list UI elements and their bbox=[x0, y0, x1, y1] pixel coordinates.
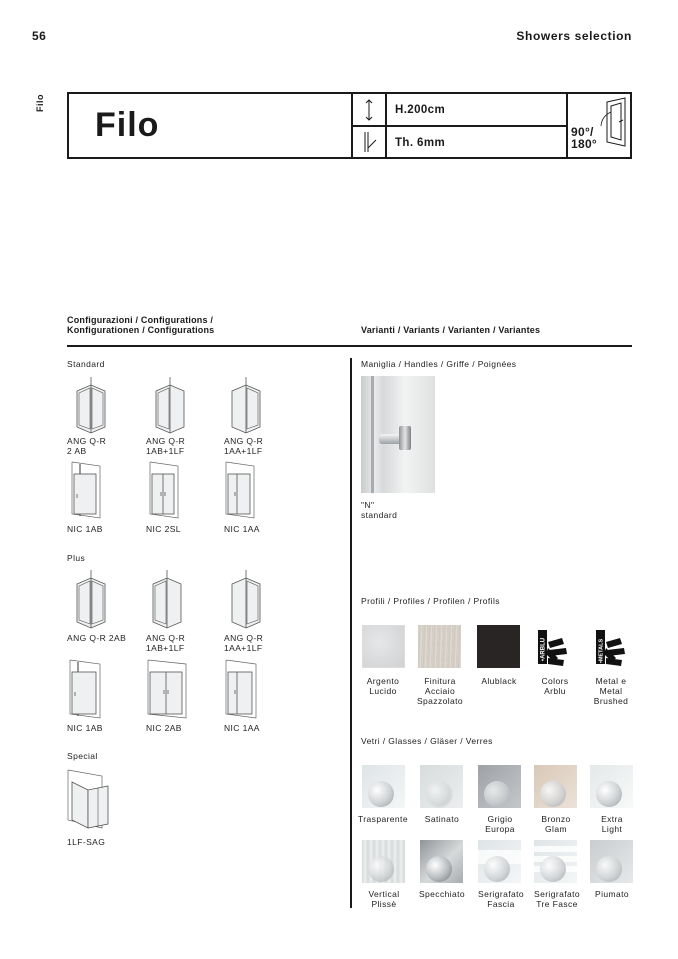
glass-label-line: Specchiato bbox=[418, 889, 466, 899]
config-label-line: 2 AB bbox=[67, 446, 87, 456]
config-label bbox=[224, 633, 263, 653]
glass-label-line: Serigrafato bbox=[534, 889, 580, 899]
opening-angle bbox=[571, 126, 597, 150]
config-corner-1aa1lf-diagram bbox=[229, 377, 265, 435]
glass-swatch-bronzo-glam bbox=[534, 765, 577, 808]
config-label: 1LF-SAG bbox=[67, 837, 106, 847]
glass-label bbox=[352, 814, 414, 824]
glass-label-line: Light bbox=[601, 824, 623, 834]
config-label bbox=[224, 436, 263, 456]
config-plus-corner-1ab1lf-diagram bbox=[150, 570, 186, 630]
profile-swatch-acciaio-spazzolato bbox=[418, 625, 461, 668]
config-label-line: ANG Q-R bbox=[224, 633, 264, 643]
divider bbox=[67, 345, 632, 347]
config-plus-corner-2ab-diagram bbox=[74, 570, 110, 630]
profile-label bbox=[356, 676, 410, 696]
config-niche-2sl-diagram bbox=[148, 460, 182, 520]
glass-label-line: Europa bbox=[485, 824, 515, 834]
config-label-line: 1AA+1LF bbox=[224, 643, 263, 653]
product-name: Filo bbox=[95, 106, 160, 144]
config-corner-2ab-diagram bbox=[74, 377, 110, 435]
variants-title: Varianti / Variants / Varianten / Variantes bbox=[361, 325, 541, 335]
config-label-line: 1AB+1LF bbox=[146, 446, 185, 456]
config-label-line: ANG Q-R bbox=[224, 436, 264, 446]
height-icon bbox=[361, 98, 377, 122]
glass-label bbox=[414, 814, 470, 824]
config-label bbox=[146, 633, 185, 653]
config-label: NIC 1AB bbox=[67, 524, 103, 534]
section-title: Showers selection bbox=[516, 29, 632, 43]
profile-label-line: Brushed bbox=[593, 696, 629, 706]
glass-label-line: Trasparente bbox=[358, 814, 408, 824]
glass-label-line: Bronzo bbox=[541, 814, 571, 824]
config-label: NIC 2AB bbox=[146, 723, 182, 733]
glass-label-line: Fascia bbox=[487, 899, 515, 909]
glass-swatch-extra-light bbox=[590, 765, 633, 808]
handle-photo bbox=[361, 376, 435, 493]
config-label: NIC 1AA bbox=[224, 723, 260, 733]
config-label: NIC 2SL bbox=[146, 524, 181, 534]
glass-label-line: Serigrafato bbox=[478, 889, 524, 899]
profile-label-line: Arblu bbox=[544, 686, 566, 696]
glass-label-line: Piumato bbox=[595, 889, 629, 899]
config-label bbox=[67, 436, 106, 456]
config-label-line: ANG Q-R bbox=[67, 436, 107, 446]
thickness-value: Th. 6mm bbox=[395, 137, 446, 149]
fan-metals-text: •METALS bbox=[598, 638, 605, 663]
config-label-line: 1AA+1LF bbox=[224, 446, 263, 456]
height-value: H.200cm bbox=[395, 104, 446, 116]
config-label bbox=[146, 436, 185, 456]
handle-label-line: standard bbox=[361, 510, 398, 520]
glass-label-line: Tre Fasce bbox=[536, 899, 578, 909]
handle-label-line: "N" bbox=[361, 500, 375, 510]
glass-label bbox=[472, 814, 528, 834]
glass-label-line: Satinato bbox=[424, 814, 460, 824]
glass-label bbox=[528, 814, 584, 834]
plus-label: Plus bbox=[67, 553, 86, 563]
glass-label-line: Extra bbox=[601, 814, 623, 824]
glass-swatch-serigrafato-fascia bbox=[478, 840, 521, 883]
profile-label-line: Metal e bbox=[595, 676, 627, 686]
opening-angle-1: 90°/ bbox=[571, 125, 594, 139]
config-label: NIC 1AA bbox=[224, 524, 260, 534]
glass-label-line: Vertical bbox=[368, 889, 400, 899]
profile-label-line: Alublack bbox=[481, 676, 517, 686]
glass-label bbox=[412, 889, 472, 899]
profile-label-line: Argento bbox=[366, 676, 400, 686]
glass-swatch-grigio-europa bbox=[478, 765, 521, 808]
glass-label bbox=[470, 889, 532, 909]
config-label bbox=[67, 633, 126, 643]
glasses-title: Vetri / Glasses / Gläser / Verres bbox=[361, 736, 493, 746]
thickness-icon bbox=[359, 130, 379, 154]
config-niche-1ab-diagram bbox=[70, 460, 104, 520]
configurations-title-2: Konfigurationen / Configurations bbox=[67, 325, 215, 335]
glass-swatch-satinato bbox=[420, 765, 463, 808]
profile-label-line: Lucido bbox=[369, 686, 397, 696]
side-label-wrapper bbox=[30, 82, 44, 112]
config-label-line: ANG Q-R 2AB bbox=[67, 633, 127, 643]
column-divider bbox=[350, 358, 352, 908]
config-plus-niche-1aa-diagram bbox=[224, 658, 260, 720]
profile-label bbox=[584, 676, 638, 706]
handle-label bbox=[361, 500, 397, 520]
glass-swatch-vertical-plisse bbox=[362, 840, 405, 883]
profile-swatch-alublack bbox=[477, 625, 520, 668]
glass-label bbox=[526, 889, 588, 909]
glass-label bbox=[354, 889, 414, 909]
config-label-line: ANG Q-R bbox=[146, 436, 186, 446]
profile-label bbox=[410, 676, 470, 706]
glass-label bbox=[584, 889, 640, 899]
config-label-line: 1AB+1LF bbox=[146, 643, 185, 653]
config-plus-corner-1aa1lf-diagram bbox=[229, 570, 265, 630]
profile-label-line: Acciaio bbox=[424, 686, 456, 696]
glass-swatch-serigrafato-tre-fasce bbox=[534, 840, 577, 883]
config-label: NIC 1AB bbox=[67, 723, 103, 733]
glass-label-line: Grigio bbox=[487, 814, 513, 824]
config-special-1lf-sag-diagram bbox=[66, 768, 112, 832]
profile-fan-metals-icon bbox=[592, 628, 636, 670]
profiles-title: Profili / Profiles / Profilen / Profils bbox=[361, 596, 500, 606]
fan-arblu-text: •ARBLU bbox=[540, 637, 547, 661]
standard-label: Standard bbox=[67, 359, 105, 369]
glass-swatch-specchiato bbox=[420, 840, 463, 883]
product-header bbox=[67, 92, 632, 159]
glass-label-line: Glam bbox=[545, 824, 567, 834]
config-plus-niche-1ab-diagram bbox=[68, 658, 104, 720]
profile-fan-arblu-icon bbox=[534, 628, 578, 670]
config-niche-1aa-diagram bbox=[224, 460, 258, 520]
glass-swatch-trasparente bbox=[362, 765, 405, 808]
config-corner-1ab1lf-diagram bbox=[153, 377, 189, 435]
special-label: Special bbox=[67, 751, 98, 761]
glass-label bbox=[584, 814, 640, 834]
configurations-title-1: Configurazioni / Configurations / bbox=[67, 315, 214, 325]
configurations-title bbox=[67, 315, 214, 335]
profile-swatch-argento-lucido bbox=[362, 625, 405, 668]
profile-label-line: Metal bbox=[599, 686, 623, 696]
side-label: Filo bbox=[35, 94, 45, 112]
profile-label bbox=[472, 676, 526, 686]
profile-label-line: Finitura bbox=[424, 676, 456, 686]
profile-label bbox=[528, 676, 582, 696]
glass-swatch-piumato bbox=[590, 840, 633, 883]
page-number: 56 bbox=[32, 29, 47, 43]
config-label-line: ANG Q-R bbox=[146, 633, 186, 643]
profile-label-line: Spazzolato bbox=[416, 696, 464, 706]
door-opening-icon bbox=[599, 96, 631, 152]
config-plus-niche-2ab-diagram bbox=[146, 658, 190, 720]
opening-angle-2: 180° bbox=[571, 137, 598, 151]
handles-title: Maniglia / Handles / Griffe / Poignées bbox=[361, 359, 517, 369]
profile-label-line: Colors bbox=[541, 676, 569, 686]
glass-label-line: Plissè bbox=[371, 899, 397, 909]
